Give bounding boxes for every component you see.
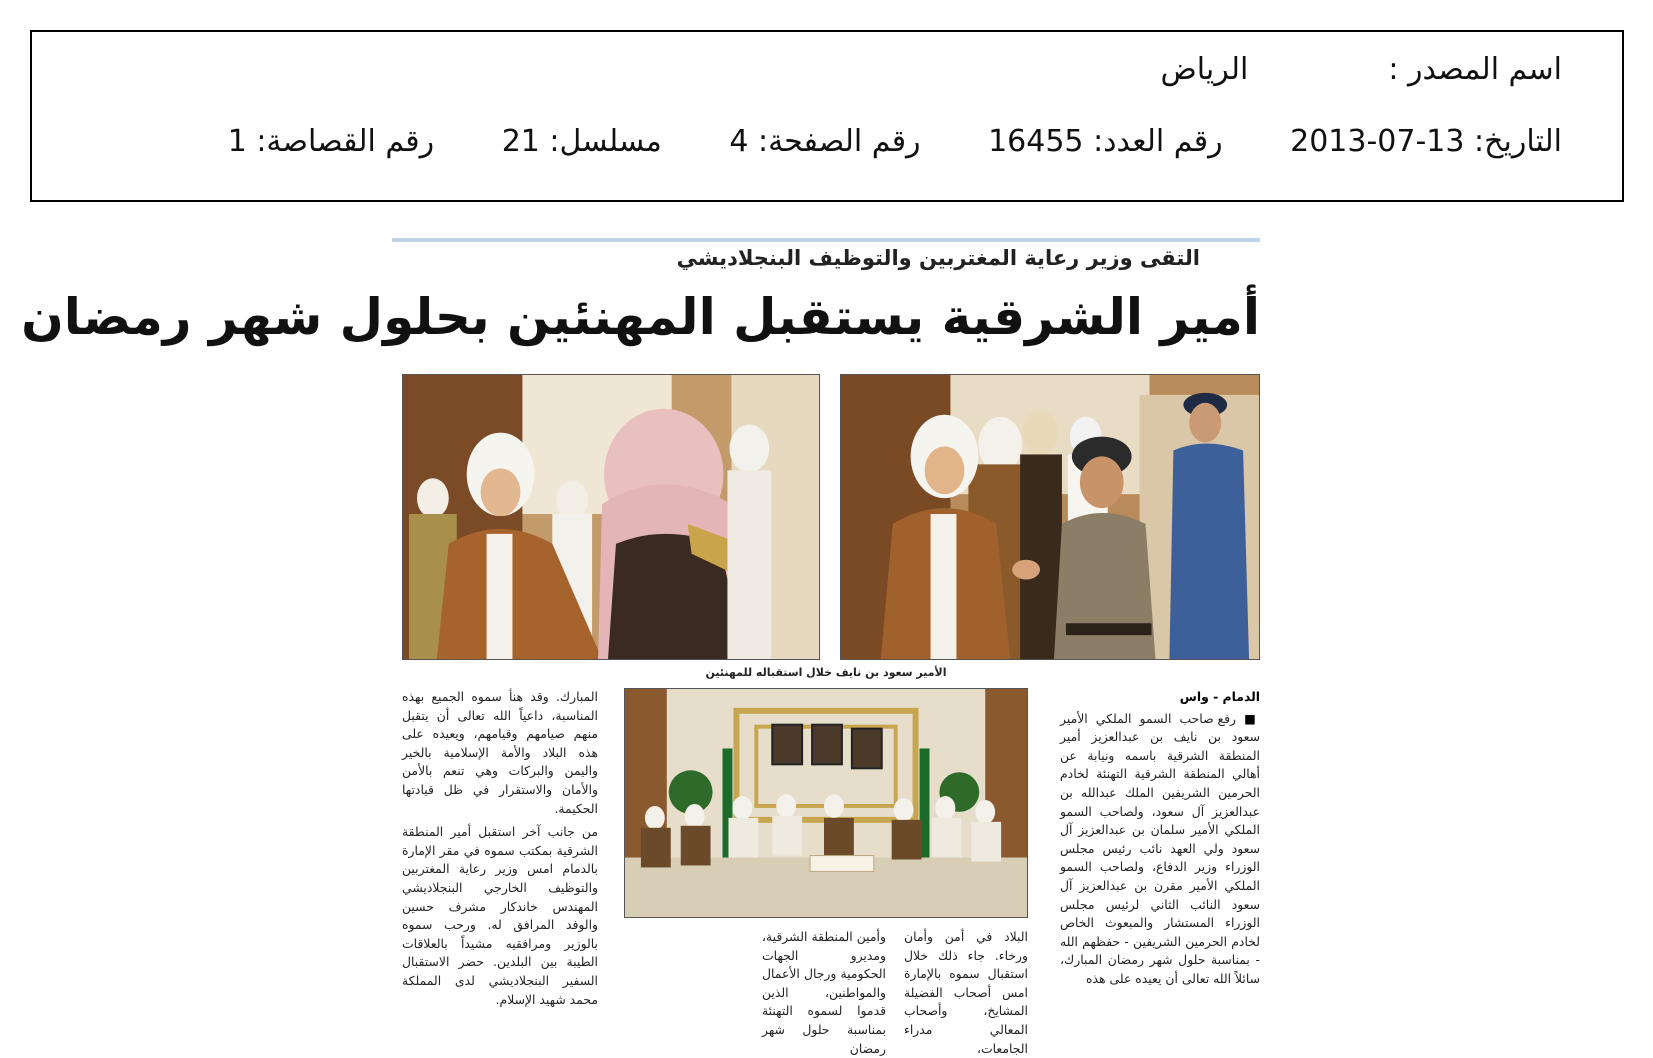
article-dateline: الدمام - واس (1179, 689, 1260, 704)
clip-number-label: رقم القصاصة: (256, 124, 435, 159)
issue-value: 16455 (988, 124, 1084, 159)
meta-row (228, 124, 1562, 159)
column-bottom-2: وأمين المنطقة الشرقية، ومديرو الجهات الحكومية ورجال الأعمال والمواطنين، الذين قدموا لسموه التهنئة بمناسبة حلول شهر رمضان (762, 929, 886, 1056)
clip-number-value: 1 (227, 124, 247, 159)
photo-reception-hall (624, 688, 1028, 918)
article-column-right (1060, 688, 1260, 1018)
serial-value: 21 (501, 124, 540, 159)
source-row (1161, 52, 1562, 87)
source-value: الرياض (1160, 52, 1249, 87)
date-value: 2013-07-13 (1290, 124, 1465, 159)
column-bottom-1: البلاد في أمن وأمان ورخاء. جاء ذلك خلال استقبال سموه بالإمارة امس أصحاب الفضيلة المشايخ، وأصحاب المعالي مدراء الجامعات، (904, 929, 1028, 1056)
source-label: اسم المصدر : (1388, 52, 1562, 87)
column-right-text: رفع صاحب السمو الملكي الأمير سعود بن نايف بن عبدالعزيز أمير المنطقة الشرقية باسمه ونيابة عن أهالي المنطقة الشرقية التهنئة لخادم الحرمين الشريفين الملك عبدالله بن عبدالعزيز آل سعود، ولصاحب السمو الملكي الأمير سلمان بن عبدالعزيز آل سعود ولي العهد نائب رئيس مجلس الوزراء وزير الدفاع، ولصاحب السمو الملكي الأمير مقرن بن عبدالعزيز آل سعود النائب الثاني لرئيس مجلس الوزراء المستشار والمبعوث الخاص لخادم الحرمين الشريفين - حفظهم الله - بمناسبة حلول شهر رمضان المبارك، سائلاً الله تعالى أن يعيده على هذه (1060, 710, 1260, 986)
page-label: رقم الصفحة: (757, 124, 921, 159)
article-kicker: التقى وزير رعاية المغتربين والتوظيف البنجلاديشي (676, 246, 1200, 270)
top-rule (392, 238, 1260, 242)
serial-label: مسلسل: (549, 124, 662, 159)
date-label: التاريخ: (1474, 124, 1562, 159)
article-headline: أمير الشرقية يستقبل المهنئين بحلول شهر رمضان (21, 288, 1260, 346)
paragraph-bullet-icon: ■ (1236, 710, 1260, 726)
page-value: 4 (729, 124, 749, 159)
clipping-info-box (30, 30, 1624, 202)
issue-label: رقم العدد: (1093, 124, 1223, 159)
photo-greeting-guest (402, 374, 820, 660)
article-bottom-columns (624, 928, 1028, 1056)
column-left-paragraph-1: المبارك. وقد هنأ سموه الجميع بهذه المناسبة، داعياً الله تعالى أن يتقبل منهم صيامهم وقيامهم، ويعيده على هذه البلاد والأمة الإسلامية بالخير واليمن والبركات وهي تنعم بالأمن والأمان والاستقرار في ظل قيادتها الحكيمة. (402, 689, 598, 816)
photo-handshake-officer (840, 374, 1260, 660)
photo-caption: الأمير سعود بن نايف خلال استقباله للمهنئين (705, 666, 947, 679)
article-column-left (402, 688, 598, 1018)
newspaper-clipping (21, 238, 1260, 1056)
column-left-paragraph-2: من جانب آخر استقبل أمير المنطقة الشرقية بمكتب سموه في مقر الإمارة بالدمام امس وزير رعاية المغتربين والتوظيف الخارجي البنجلاديشي المهندس خاندكار مشرف حسين والوفد المرافق له. ورحب سموه بالوزير ومرافقيه مشيداً بالعلاقات الطيبة بين البلدين. حضر الاستقبال السفير البنجلاديشي لدى المملكة محمد شهيد الإسلام. (402, 824, 598, 1007)
